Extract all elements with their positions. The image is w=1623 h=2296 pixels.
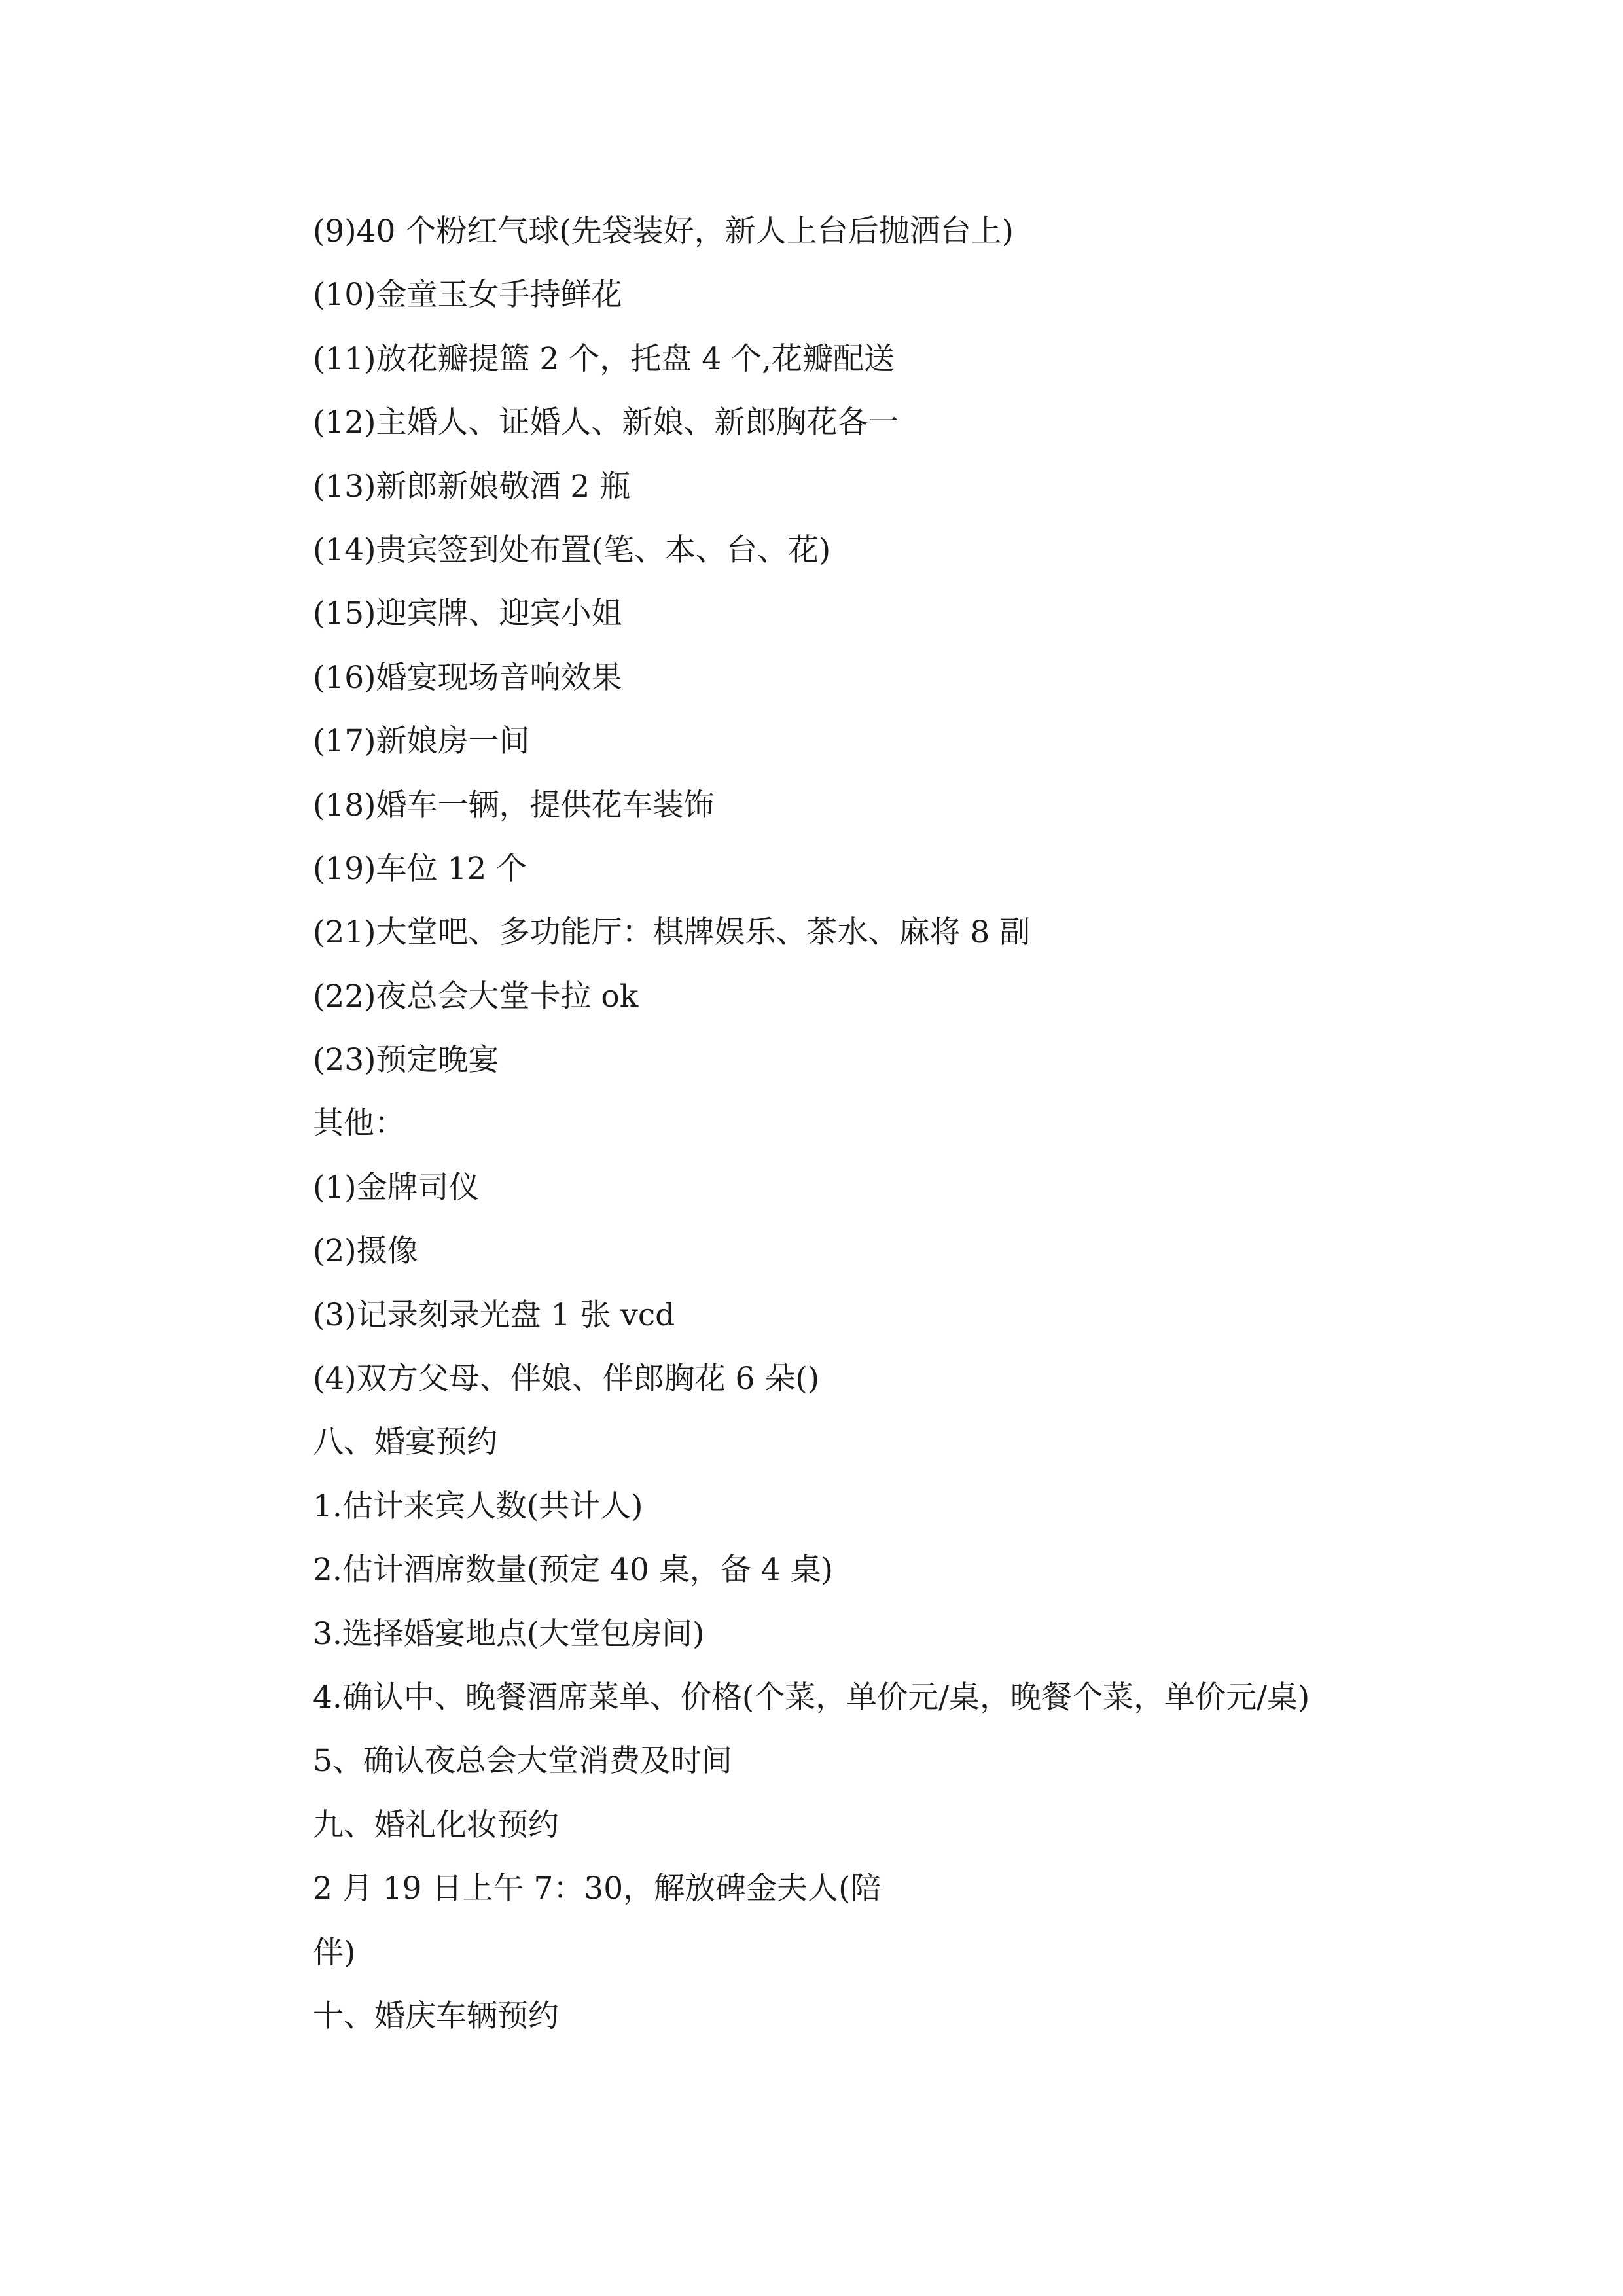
text-line: (11)放花瓣提篮 2 个，托盘 4 个,花瓣配送: [313, 340, 895, 377]
text-line: (1)金牌司仪: [313, 1169, 480, 1206]
text-line: 1.估计来宾人数(共计人): [313, 1488, 643, 1524]
text-line: (14)贵宾签到处布置(笔、本、台、花): [313, 531, 831, 568]
text-line: 伴): [313, 1934, 356, 1971]
text-line: 3.选择婚宴地点(大堂包房间): [313, 1615, 705, 1652]
text-line: (22)夜总会大堂卡拉 ok: [313, 978, 639, 1014]
text-line: (2)摄像: [313, 1233, 418, 1270]
text-line: (3)记录刻录光盘 1 张 vcd: [313, 1297, 675, 1333]
text-line: (16)婚宴现场音响效果: [313, 659, 622, 696]
text-line: (23)预定晚宴: [313, 1042, 499, 1079]
section-heading: 十、婚庆车辆预约: [313, 1998, 559, 2034]
text-line: (4)双方父母、伴娘、伴郎胸花 6 朵(): [313, 1361, 820, 1397]
section-heading: 其他：: [313, 1105, 405, 1142]
text-line: (9)40 个粉红气球(先袋装好，新人上台后抛洒台上): [313, 213, 1014, 249]
text-line: (10)金童玉女手持鲜花: [313, 277, 622, 314]
text-line: (18)婚车一辆，提供花车装饰: [313, 787, 715, 823]
text-line: (21)大堂吧、多功能厅：棋牌娱乐、茶水、麻将 8 副: [313, 914, 1031, 951]
text-line: (12)主婚人、证婚人、新娘、新郎胸花各一: [313, 404, 899, 441]
text-line: (13)新郎新娘敬酒 2 瓶: [313, 468, 631, 505]
section-heading: 八、婚宴预约: [313, 1424, 497, 1461]
text-line: (15)迎宾牌、迎宾小姐: [313, 596, 622, 632]
document-body: [313, 200, 1465, 2048]
section-heading: 九、婚礼化妆预约: [313, 1806, 559, 1843]
text-line: 2 月 19 日上午 7：30，解放碑金夫人(陪: [313, 1871, 882, 1907]
text-line: 5、确认夜总会大堂消费及时间: [313, 1743, 732, 1780]
text-line: 4.确认中、晚餐酒席菜单、价格(个菜，单价元/桌，晚餐个菜，单价元/桌): [313, 1679, 1310, 1715]
text-line: 2.估计酒席数量(预定 40 桌，备 4 桌): [313, 1552, 833, 1588]
text-line: (17)新娘房一间: [313, 723, 530, 760]
text-line: (19)车位 12 个: [313, 850, 527, 887]
